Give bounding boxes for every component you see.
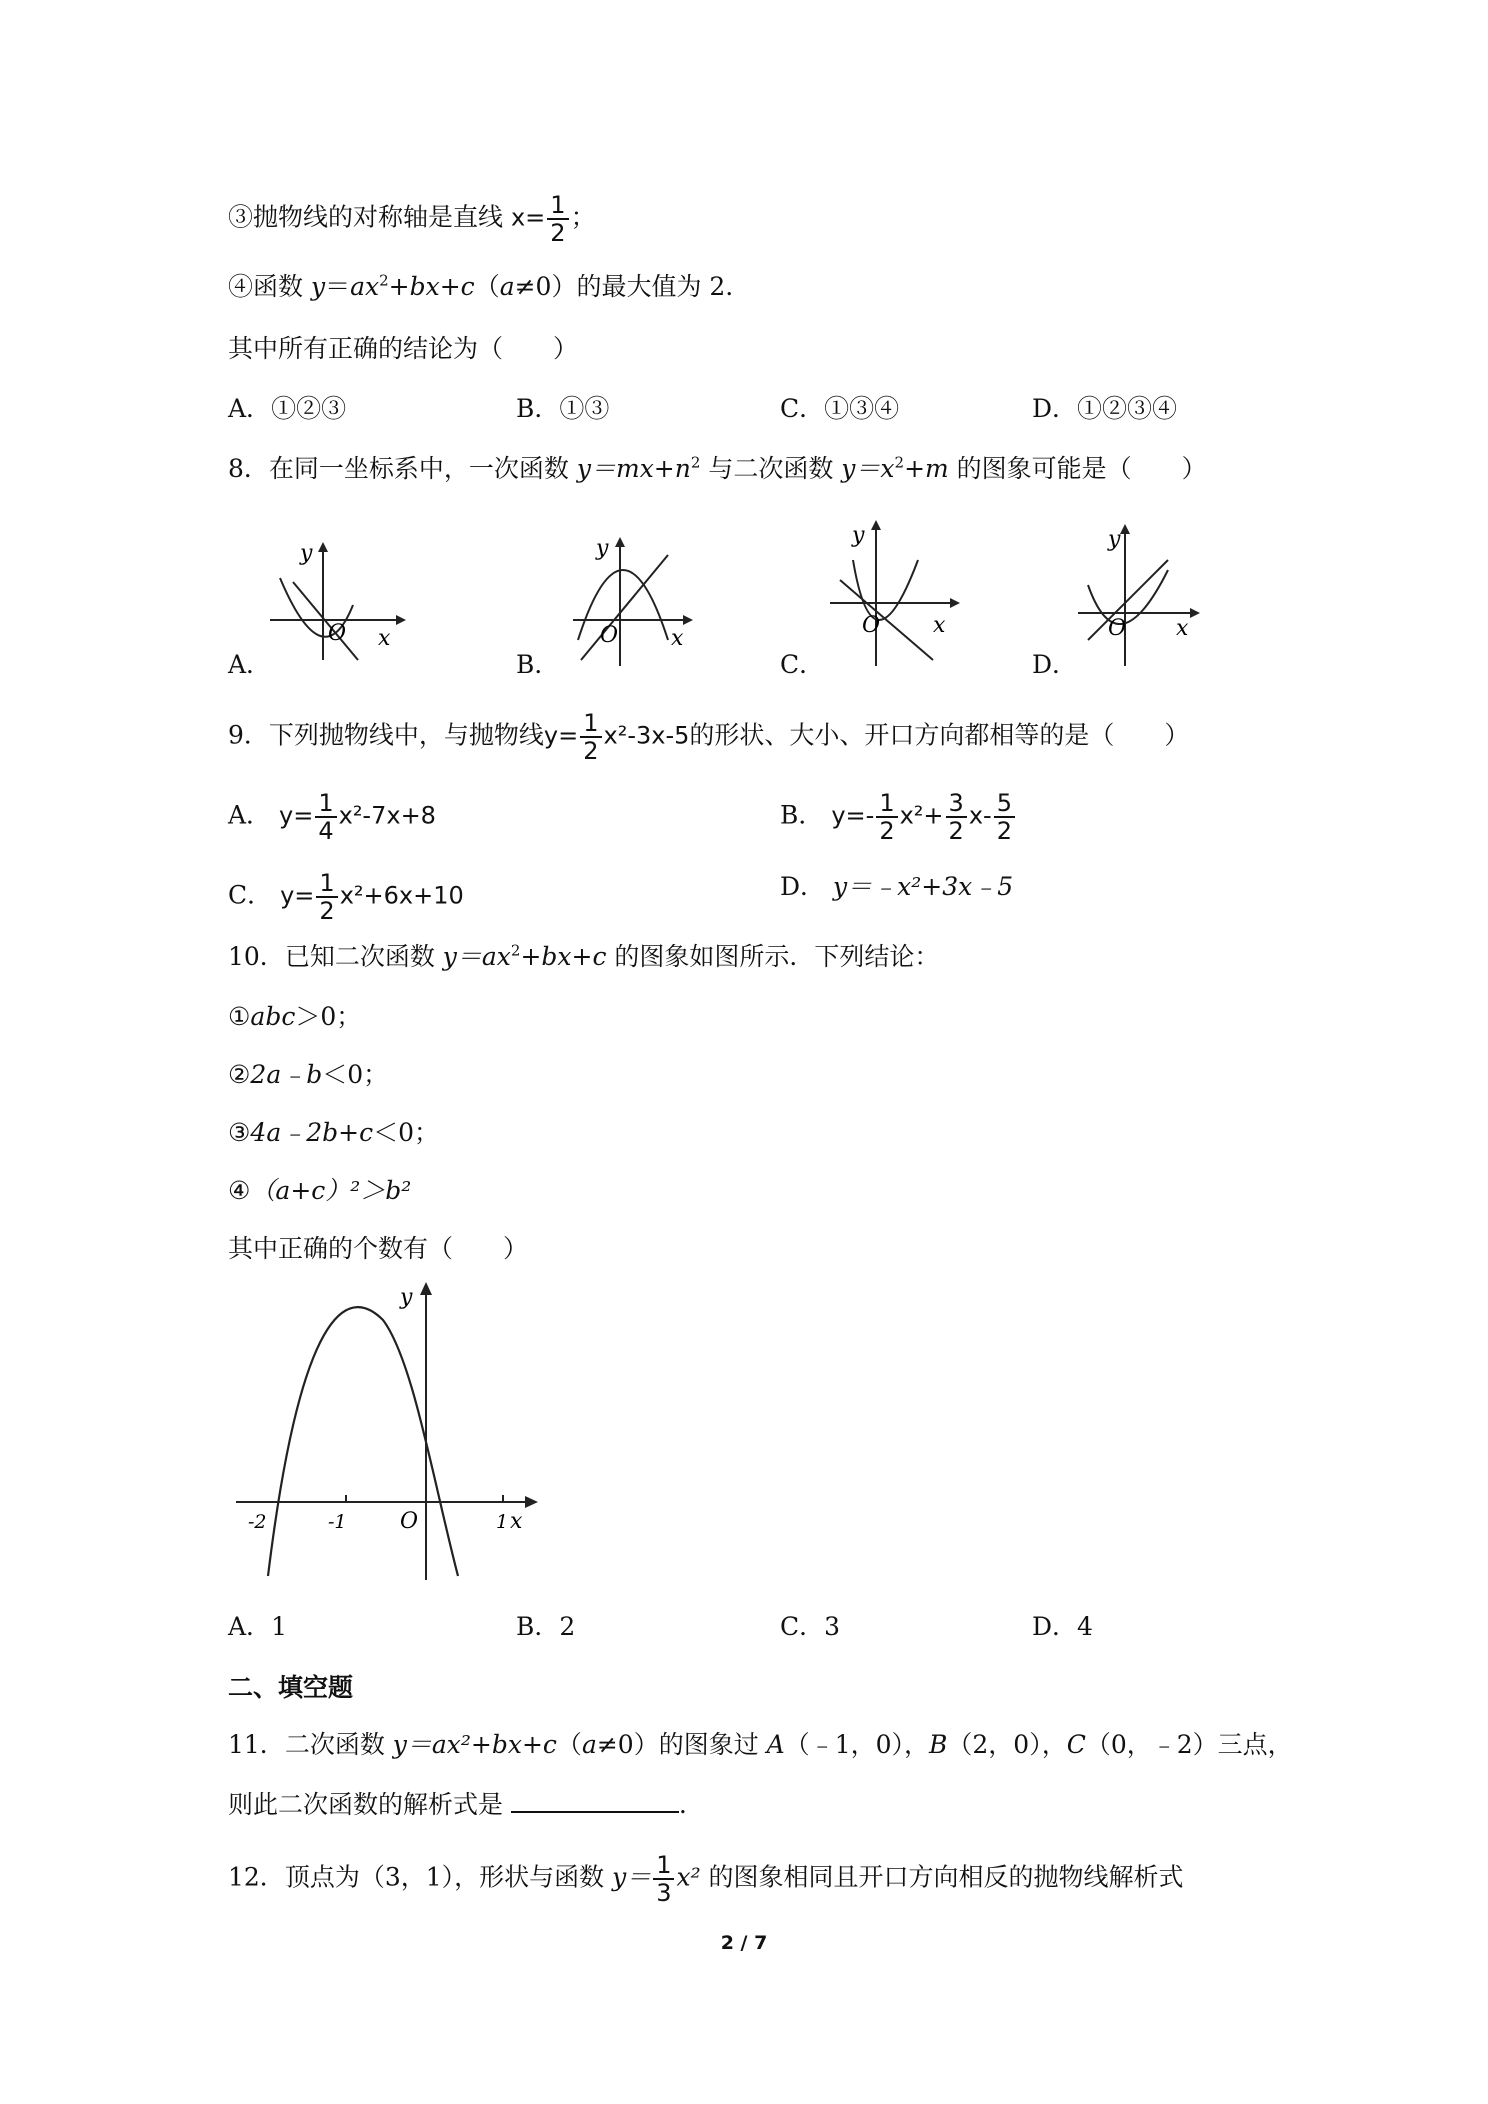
svg-text:y: y	[852, 523, 865, 548]
q10-axis-x-label: x	[510, 1509, 523, 1534]
q8-option-d-label[interactable]: D．	[1032, 650, 1078, 679]
q7-option-c[interactable]: C．①③④	[780, 394, 900, 423]
svg-text:O: O	[600, 623, 619, 648]
svg-text:x: x	[671, 626, 684, 651]
q10-option-c[interactable]: C．3	[780, 1612, 841, 1641]
q8-option-a-label[interactable]: A．	[228, 650, 272, 679]
q10-origin-label: O	[400, 1509, 419, 1534]
q10-graph	[228, 1280, 548, 1590]
svg-text:O: O	[1108, 616, 1127, 641]
q9-option-d[interactable]: D． y＝﹣x²+3x﹣5	[780, 872, 1014, 901]
q9-option-b[interactable]: B． y=- $\frac{1}{2}$ x²+ $\frac{3}{2}$ x- $\frac{5}{2}$	[780, 790, 1017, 844]
q7-item3-lhs: x=	[510, 203, 546, 232]
q10-item1: ①abc＞0；	[228, 1002, 362, 1031]
svg-text:y: y	[1108, 527, 1121, 552]
q8-stem: 8．在同一坐标系中，一次函数 $y=mx+n^2$ 与二次函数 $y=x^2+m$ 的图象可能是（ ）	[228, 453, 1207, 483]
q8-option-b-label[interactable]: B．	[516, 650, 560, 679]
q7-option-a[interactable]: A．①②③	[228, 394, 347, 423]
q9-stem: 9．下列抛物线中，与抛物线y= $\frac{1}{2}$ x²-3x-5的形状、大小、开口方向都相等的是（ ）	[228, 709, 1190, 765]
q7-item4: ④函数 $y=ax^2+bx+c(a\ne 0)$的最大值为 2．	[228, 271, 751, 301]
q12-stem: 12．顶点为（3，1），形状与函数 y＝ $\frac{1}{3}$ x² 的图象相同且开口方向相反的抛物线解析式	[228, 1851, 1184, 1907]
q10-option-a[interactable]: A．1	[228, 1612, 287, 1641]
q8-graph-a[interactable]	[270, 541, 406, 660]
section-fill-in-title: 二、填空题	[228, 1673, 354, 1702]
q10-tick-neg1: -1	[328, 1511, 347, 1533]
svg-text:O: O	[862, 613, 881, 638]
svg-text:y: y	[596, 536, 609, 561]
q8-graph-b[interactable]	[573, 536, 693, 666]
q10-option-b[interactable]: B．2	[516, 1612, 576, 1641]
q8-graph-c[interactable]	[830, 520, 960, 666]
svg-text:y: y	[300, 541, 313, 566]
q11-line1: 11．二次函数 y＝ax²+bx+c（a≠0）的图象过 A（﹣1，0），B（2，0），C（0，﹣2）三点，	[228, 1730, 1293, 1759]
q7-item3-fraction: $\frac{1}{2}$	[547, 192, 568, 246]
q8-graph-d[interactable]	[1078, 524, 1200, 666]
q8-option-c-label[interactable]: C．	[780, 650, 825, 679]
svg-text:x: x	[378, 626, 391, 651]
q9-option-c[interactable]: C． y= $\frac{1}{2}$ x²+6x+10	[228, 869, 464, 925]
q10-tick-neg2: -2	[248, 1511, 267, 1533]
svg-text:O: O	[328, 621, 347, 646]
q7-item3: ③抛物线的对称轴是直线 x= $\frac{1}{2}$ ；	[228, 191, 596, 247]
q10-question: 其中正确的个数有（ ）	[228, 1234, 529, 1263]
q7-option-d[interactable]: D．①②③④	[1032, 394, 1178, 423]
q10-item3: ③4a﹣2b+c＜0；	[228, 1118, 439, 1147]
q10-item4: ④（a+c）²＞b²	[228, 1176, 412, 1205]
svg-text:x: x	[1176, 616, 1189, 641]
q11-answer-blank[interactable]	[511, 1789, 679, 1813]
svg-text:x: x	[933, 613, 946, 638]
q7-item3-text: ③抛物线的对称轴是直线	[228, 202, 504, 232]
q7-option-b[interactable]: B．①③	[516, 394, 610, 423]
q8-graphs	[228, 520, 1228, 680]
q11-line2: 则此二次函数的解析式是 ．	[228, 1790, 704, 1819]
q9-option-a[interactable]: A． y= $\frac{1}{4}$ x²-7x+8	[228, 789, 436, 845]
q10-axis-y-label: y	[400, 1285, 413, 1310]
page-number: 2 / 7	[720, 1932, 768, 1954]
q10-stem: 10．已知二次函数 $y=ax^2+bx+c$ 的图象如图所示．下列结论：	[228, 941, 940, 971]
q10-item2: ②2a﹣b＜0；	[228, 1060, 389, 1089]
q7-question: 其中所有正确的结论为（ ）	[228, 334, 579, 363]
q10-option-d[interactable]: D．4	[1032, 1612, 1093, 1641]
q10-tick-1: 1	[496, 1511, 509, 1533]
